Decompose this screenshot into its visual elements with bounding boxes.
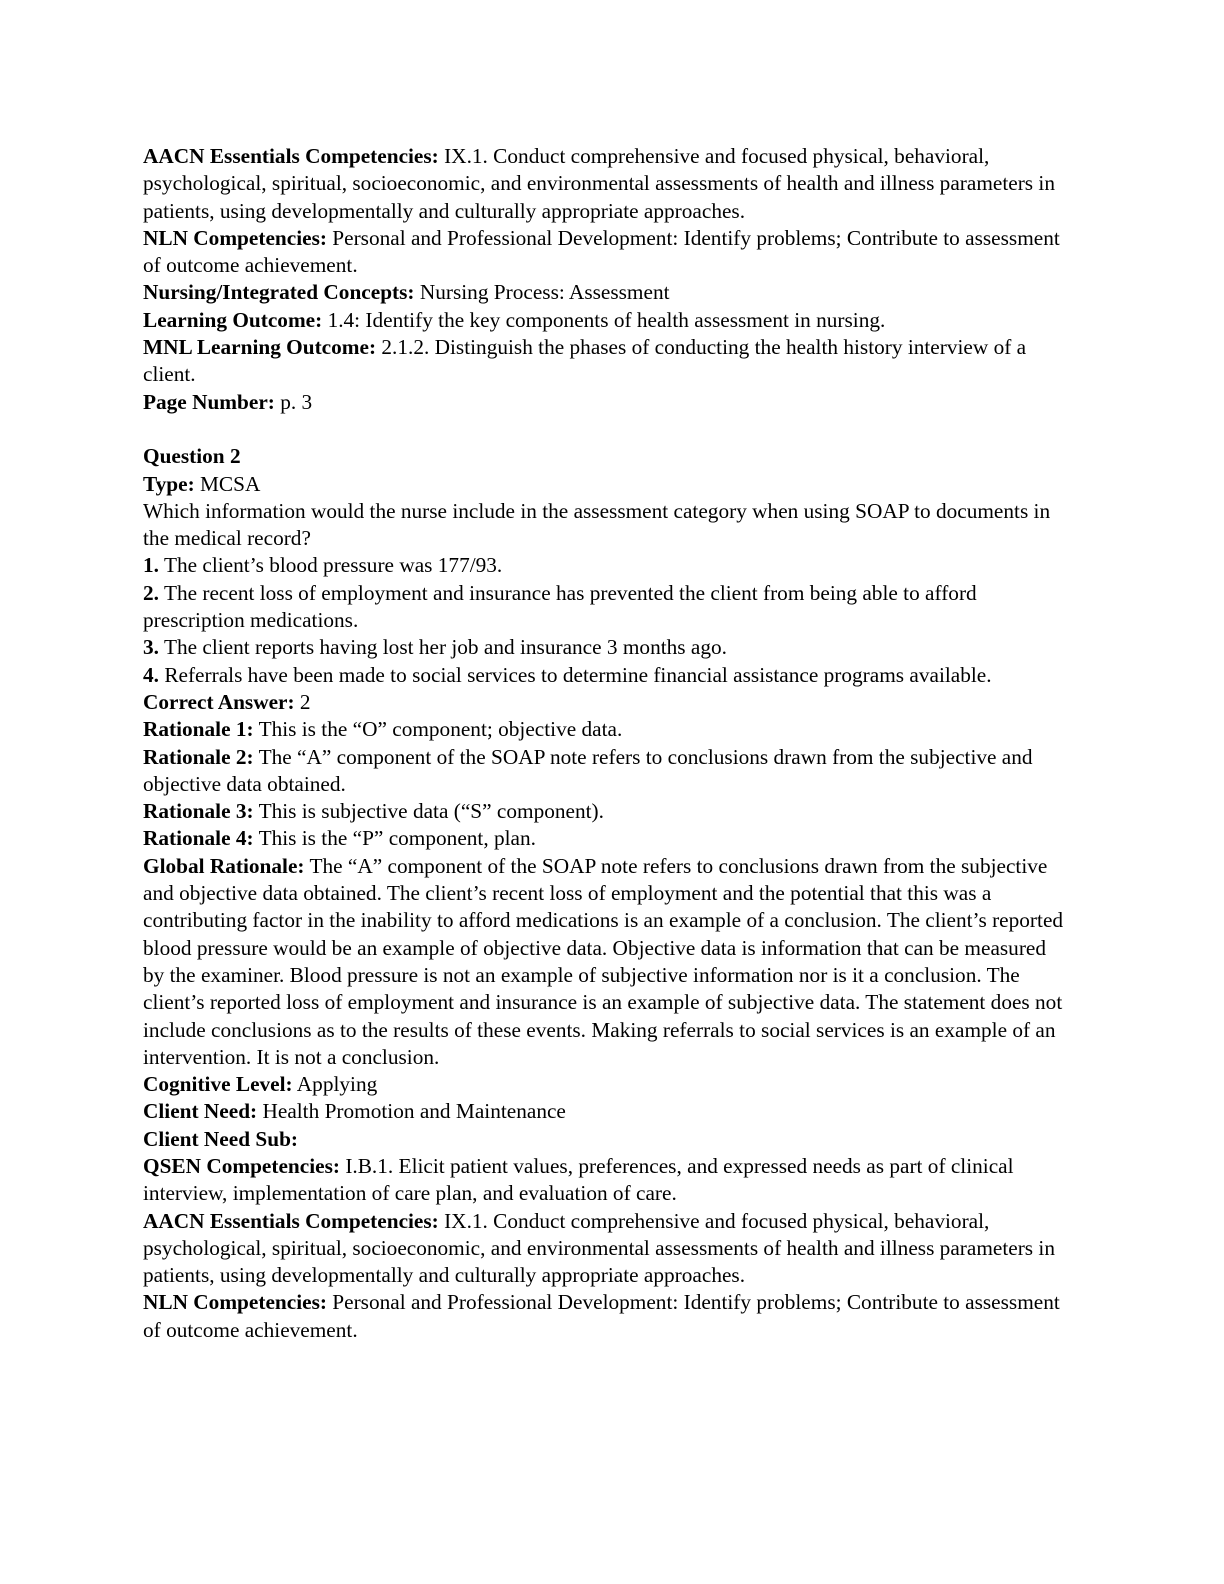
field-value: The “A” component of the SOAP note refers to conclusions drawn from the subjective and objective data obtained. The client’s recent loss of employment and the potential that this was a contributing factor in the inability to afford medications is an example of a conclusion. The client’s reported blood pressure would be an example of objective data. Objective data is information that can be measured by the examiner. Blood pressure is not an example of subjective information nor is it a conclusion. The client’s reported loss of employment and insurance is an example of subjective data. The statement does not include conclusions as to the results of these events. Making referrals to social services is an example of an intervention. It is not a conclusion.	[143, 853, 1064, 1069]
field-label: Client Need:	[143, 1099, 258, 1124]
correct-answer	[143, 689, 1068, 716]
field-value: I.B.1. Elicit patient values, preferences, and expressed needs as part of clinical interview, implementation of care plan, and evaluation of care.	[143, 1153, 1014, 1206]
client-need	[143, 1098, 1068, 1125]
field-label: Rationale 3:	[143, 799, 254, 824]
question-stem: Which information would the nurse include in the assessment category when using SOAP to documents in the medical record?	[143, 498, 1051, 551]
field-value: Personal and Professional Development: Identify problems; Contribute to assessment of outcome achievement.	[143, 225, 1060, 278]
field-label: Correct Answer:	[143, 689, 295, 714]
option-text: The recent loss of employment and insurance has prevented the client from being able to afford prescription medications.	[143, 580, 977, 633]
option-number: 1.	[143, 553, 159, 578]
field-value: IX.1. Conduct comprehensive and focused physical, behavioral, psychological, spiritual, socioeconomic, and environmental assessments of health and illness parameters in patients, using developmentally and culturally appropriate approaches.	[143, 144, 1055, 223]
field-value: Nursing Process: Assessment	[419, 280, 670, 305]
field-label: AACN Essentials Competencies:	[143, 144, 439, 168]
field-value: This is the “P” component, plan.	[258, 826, 536, 851]
field-label: Rationale 1:	[143, 717, 254, 742]
option-text: The client’s blood pressure was 177/93.	[163, 553, 503, 578]
question-type	[143, 471, 1068, 498]
field-label: Type:	[143, 471, 195, 496]
rationale	[143, 716, 1068, 743]
aacn-competencies	[143, 1208, 1068, 1290]
answer-option	[143, 552, 1068, 579]
aacn-competencies	[143, 143, 1068, 225]
field-value: Applying	[296, 1072, 378, 1097]
question-heading: Question 2	[143, 444, 241, 469]
option-number: 4.	[143, 662, 159, 687]
field-label: Nursing/Integrated Concepts:	[143, 280, 415, 305]
nln-competencies	[143, 225, 1068, 280]
field-label: Client Need Sub:	[143, 1126, 299, 1151]
option-text: Referrals have been made to social services to determine financial assistance programs available.	[164, 662, 992, 687]
rationale	[143, 825, 1068, 852]
cognitive-level	[143, 1071, 1068, 1098]
option-number: 3.	[143, 635, 159, 660]
document-page	[143, 143, 1068, 1344]
page-number	[143, 389, 1068, 416]
field-label: NLN Competencies:	[143, 1290, 327, 1315]
field-label: QSEN Competencies:	[143, 1153, 340, 1178]
field-label: NLN Competencies:	[143, 225, 327, 250]
field-value: MCSA	[200, 471, 261, 496]
answer-option	[143, 634, 1068, 661]
spacer	[143, 416, 1068, 443]
option-text: The client reports having lost her job and insurance 3 months ago.	[163, 635, 727, 660]
field-value: IX.1. Conduct comprehensive and focused physical, behavioral, psychological, spiritual, socioeconomic, and environmental assessments of health and illness parameters in patients, using developmentally and culturally appropriate approaches.	[143, 1208, 1055, 1288]
client-need-sub	[143, 1126, 1068, 1153]
qsen-competencies	[143, 1153, 1068, 1208]
field-value: This is the “O” component; objective data.	[258, 717, 623, 742]
field-value: 1.4: Identify the key components of health assessment in nursing.	[327, 307, 886, 332]
field-label: Rationale 2:	[143, 744, 254, 769]
field-value: p. 3	[280, 389, 313, 414]
field-label: Learning Outcome:	[143, 307, 323, 332]
field-label: Cognitive Level:	[143, 1072, 293, 1097]
field-value: 2	[299, 689, 311, 714]
mnl-learning-outcome	[143, 334, 1068, 389]
rationale	[143, 798, 1068, 825]
field-value: 2.1.2. Distinguish the phases of conducting the health history interview of a client.	[143, 335, 1027, 387]
learning-outcome	[143, 307, 1068, 334]
answer-option	[143, 580, 1068, 635]
field-value: The “A” component of the SOAP note refers to conclusions drawn from the subjective and objective data obtained.	[143, 744, 1033, 796]
integrated-concepts	[143, 279, 1068, 306]
field-label: AACN Essentials Competencies:	[143, 1208, 439, 1233]
field-label: Rationale 4:	[143, 826, 254, 851]
option-number: 2.	[143, 580, 159, 605]
field-value: Health Promotion and Maintenance	[262, 1099, 566, 1124]
field-label: Page Number:	[143, 389, 275, 414]
rationale	[143, 744, 1068, 799]
field-label: MNL Learning Outcome:	[143, 335, 377, 360]
field-label: Global Rationale:	[143, 853, 305, 878]
field-value: Personal and Professional Development: Identify problems; Contribute to assessment of outcome achievement.	[143, 1290, 1060, 1342]
nln-competencies	[143, 1289, 1068, 1344]
global-rationale	[143, 853, 1068, 1071]
field-value: This is subjective data (“S” component).	[258, 799, 604, 824]
answer-option	[143, 662, 1068, 689]
